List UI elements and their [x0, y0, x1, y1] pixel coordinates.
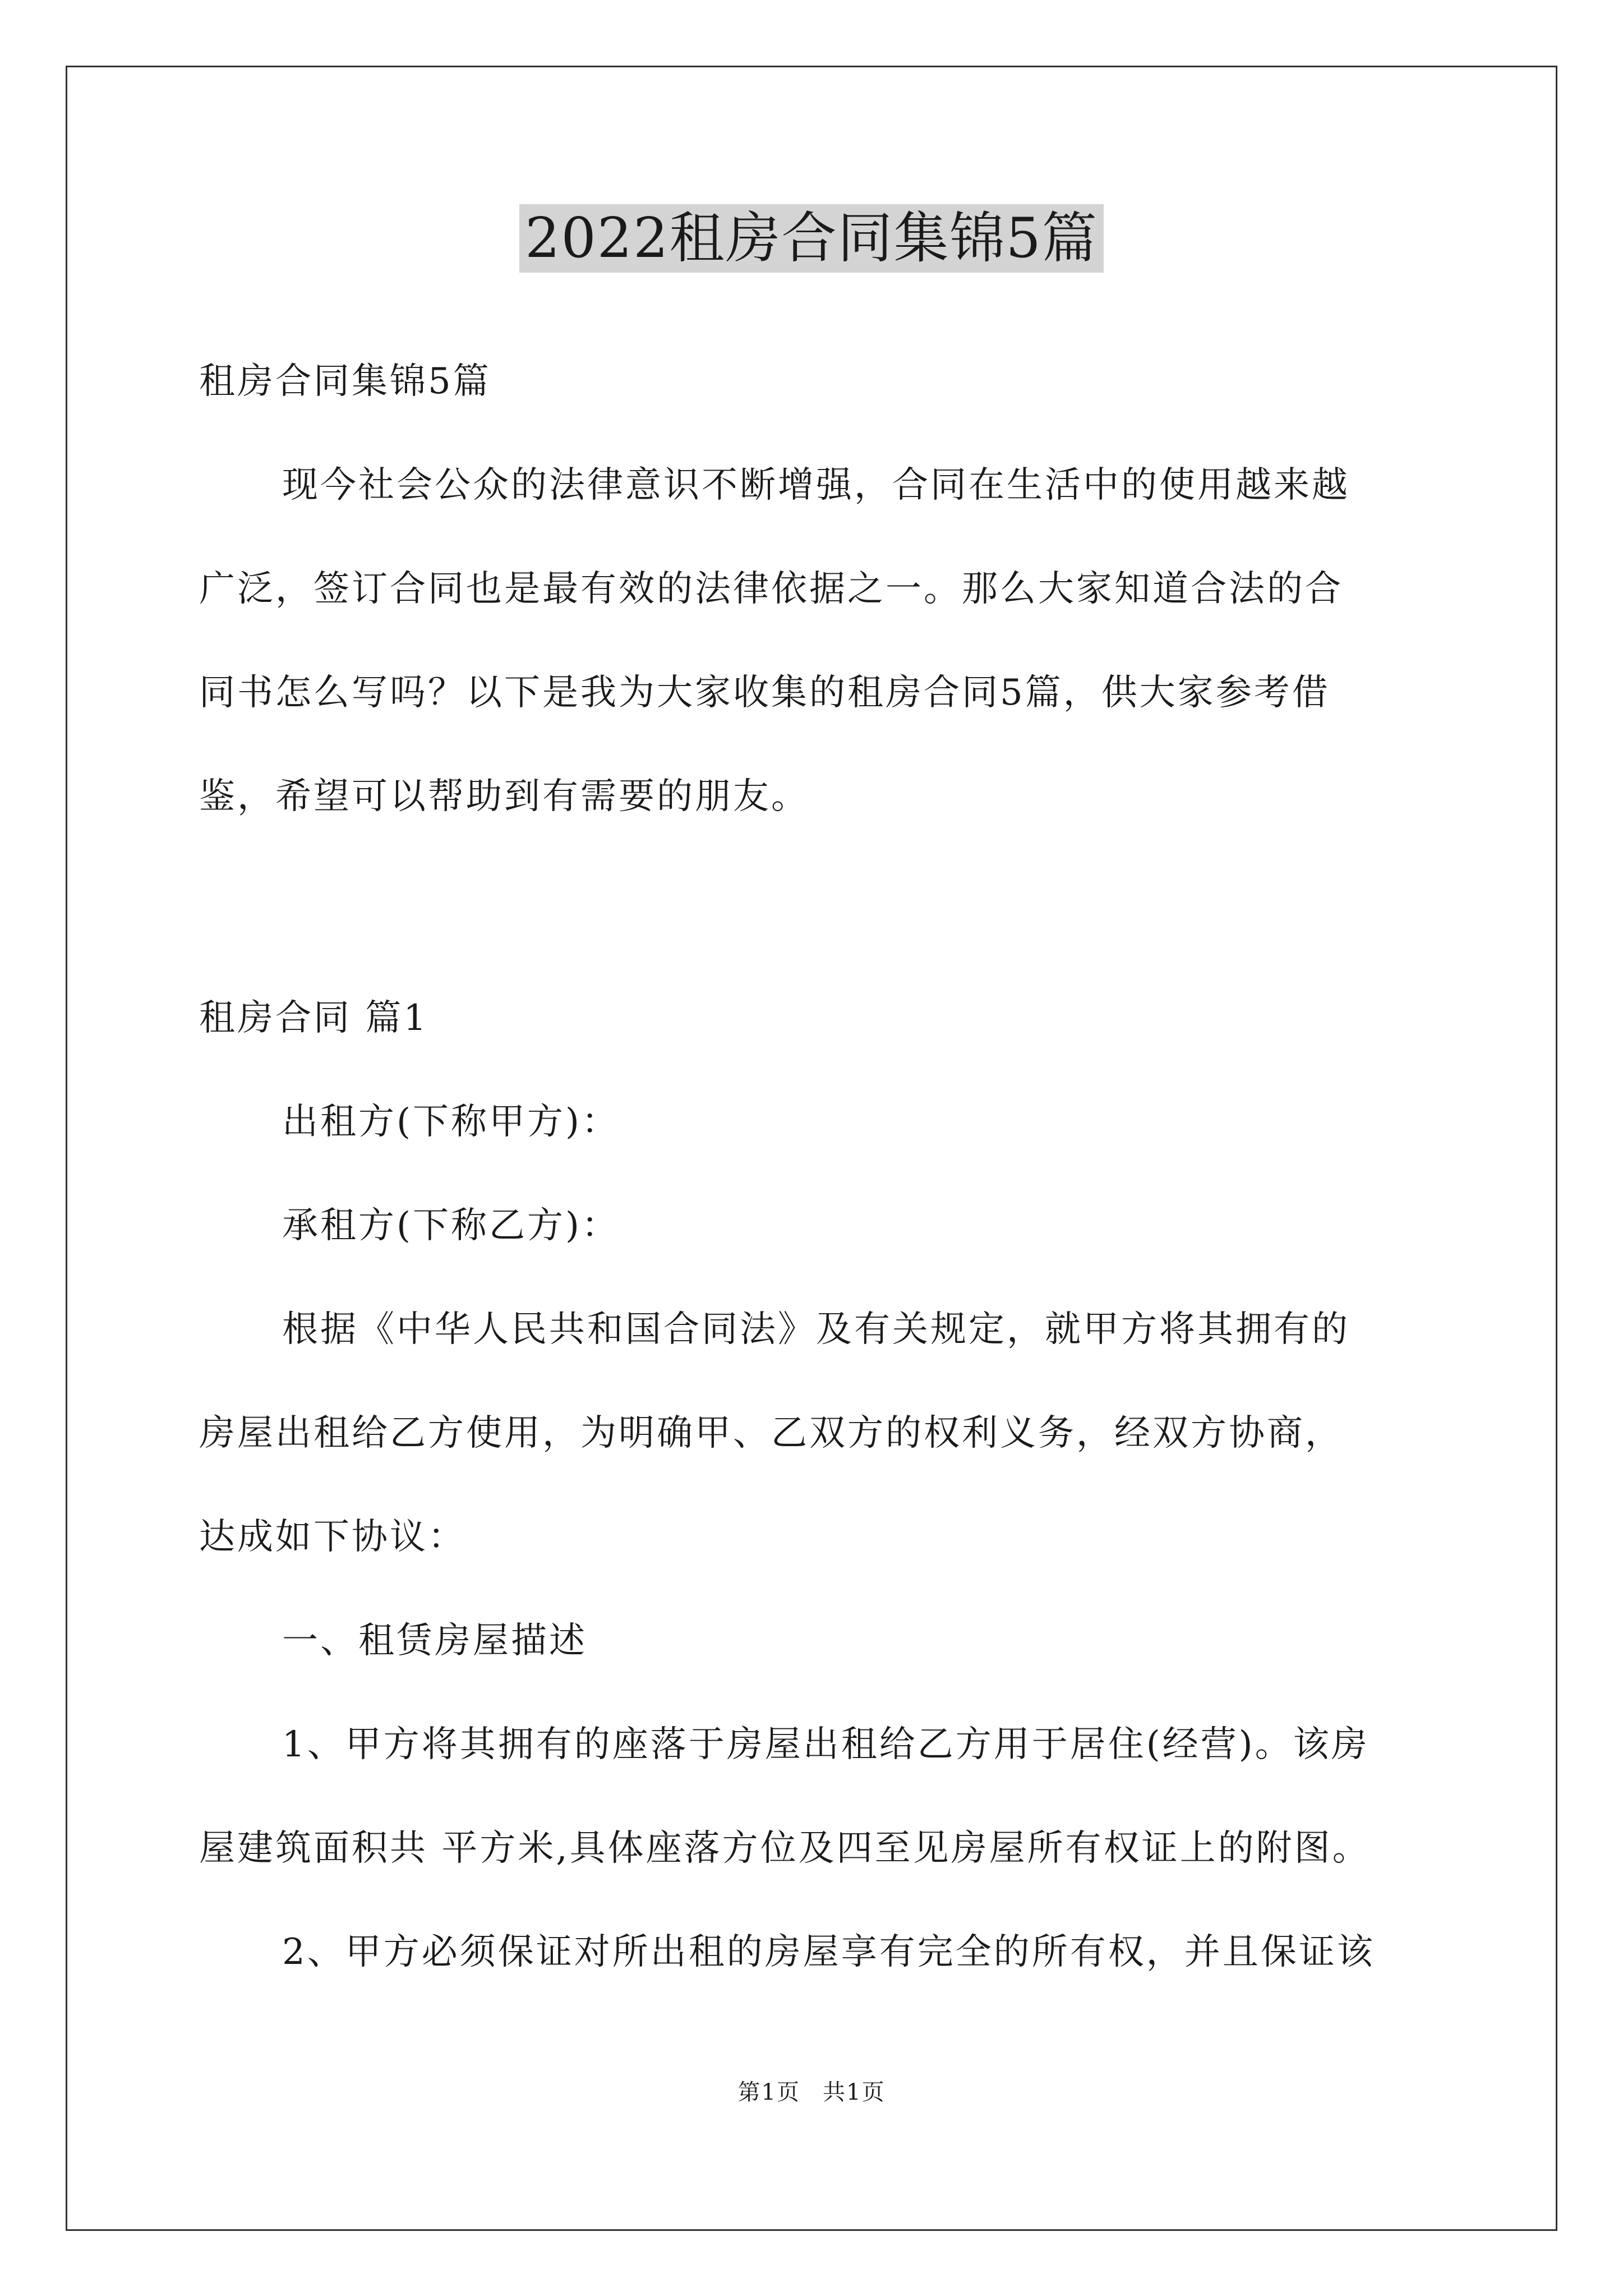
basis-line-3: 达成如下协议：: [199, 1516, 466, 1558]
intro-line-2: 广泛，签订合同也是最有效的法律依据之一。那么大家知道合法的合: [199, 568, 1343, 610]
page-total-label: 共1页: [823, 2079, 886, 2105]
document-title-text: 2022租房合同集锦5篇: [519, 204, 1104, 273]
page-number-label: 第1页: [737, 2079, 800, 2105]
clause1-line-2: 屋建筑面积共 平方米,具体座落方位及四至见房屋所有权证上的附图。: [199, 1828, 1371, 1869]
intro-line-1: 现今社会公众的法律意识不断增强，合同在生活中的使用越来越: [282, 464, 1350, 506]
page-footer: [0, 2076, 1623, 2109]
basis-line-2: 房屋出租给乙方使用，为明确甲、乙双方的权利义务，经双方协商，: [199, 1412, 1343, 1454]
clause2-line-1: 2、甲方必须保证对所出租的房屋享有完全的所有权，并且保证该: [282, 1931, 1375, 1973]
section-heading: 租房合同 篇1: [199, 997, 429, 1039]
intro-line-4: 鉴，希望可以帮助到有需要的朋友。: [199, 776, 809, 817]
clause1-line-1: 1、甲方将其拥有的座落于房屋出租给乙方用于居住(经营)。该房: [282, 1724, 1370, 1765]
article-heading: 一、租赁房屋描述: [282, 1620, 587, 1662]
document-title: [0, 199, 1623, 278]
party-b-line: 承租方(下称乙方)：: [282, 1205, 620, 1246]
intro-line-3: 同书怎么写吗？以下是我为大家收集的租房合同5篇，供大家参考借: [199, 672, 1330, 714]
party-a-line: 出租方(下称甲方)：: [282, 1101, 620, 1143]
document-subtitle: 租房合同集锦5篇: [199, 361, 491, 402]
basis-line-1: 根据《中华人民共和国合同法》及有关规定，就甲方将其拥有的: [282, 1309, 1350, 1350]
